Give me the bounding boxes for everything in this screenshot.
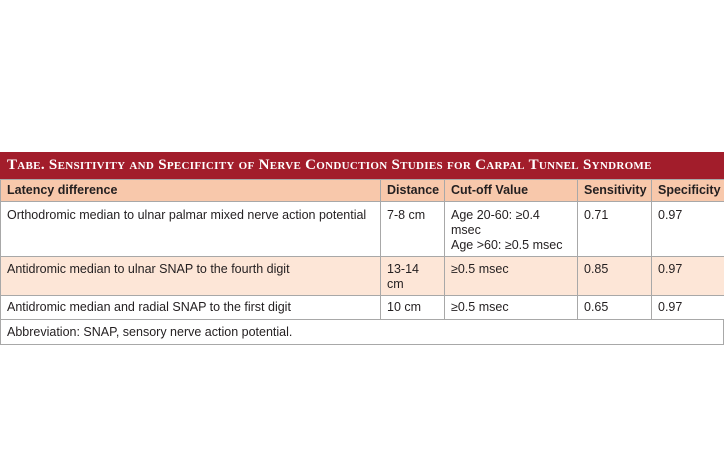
cutoff-line: Age >60: ≥0.5 msec [451, 238, 563, 252]
table-title: Tabe. Sensitivity and Specificity of Nerve Conduction Studies for Carpal Tunnel Syndrome [0, 152, 724, 179]
sensitivity-cell: 0.65 [578, 296, 652, 320]
cutoff-cell [445, 202, 578, 257]
table-row [1, 257, 724, 296]
column-header-latency: Latency difference [1, 180, 381, 202]
table-row [1, 202, 724, 257]
cutoff-cell [445, 257, 578, 296]
column-header-specificity: Specificity [652, 180, 724, 202]
header-row [1, 180, 724, 202]
table-row [1, 296, 724, 320]
cutoff-cell [445, 296, 578, 320]
latency-cell: Orthodromic median to ulnar palmar mixed nerve action potential [1, 202, 381, 257]
sensitivity-cell: 0.71 [578, 202, 652, 257]
column-header-distance: Distance [381, 180, 445, 202]
column-header-cutoff: Cut-off Value [445, 180, 578, 202]
latency-cell: Antidromic median to ulnar SNAP to the fourth digit [1, 257, 381, 296]
specificity-cell: 0.97 [652, 202, 724, 257]
cutoff-line: ≥0.5 msec [451, 262, 509, 276]
column-header-sensitivity: Sensitivity [578, 180, 652, 202]
nerve-conduction-table [0, 152, 724, 345]
distance-cell: 13-14 cm [381, 257, 445, 296]
sensitivity-cell: 0.85 [578, 257, 652, 296]
table-footnote: Abbreviation: SNAP, sensory nerve action potential. [0, 320, 724, 345]
distance-cell: 7-8 cm [381, 202, 445, 257]
specificity-cell: 0.97 [652, 257, 724, 296]
specificity-cell: 0.97 [652, 296, 724, 320]
distance-cell: 10 cm [381, 296, 445, 320]
latency-cell: Antidromic median and radial SNAP to the first digit [1, 296, 381, 320]
cutoff-line: ≥0.5 msec [451, 300, 509, 314]
cutoff-line: Age 20-60: ≥0.4 msec [451, 208, 540, 237]
data-table [0, 179, 724, 320]
